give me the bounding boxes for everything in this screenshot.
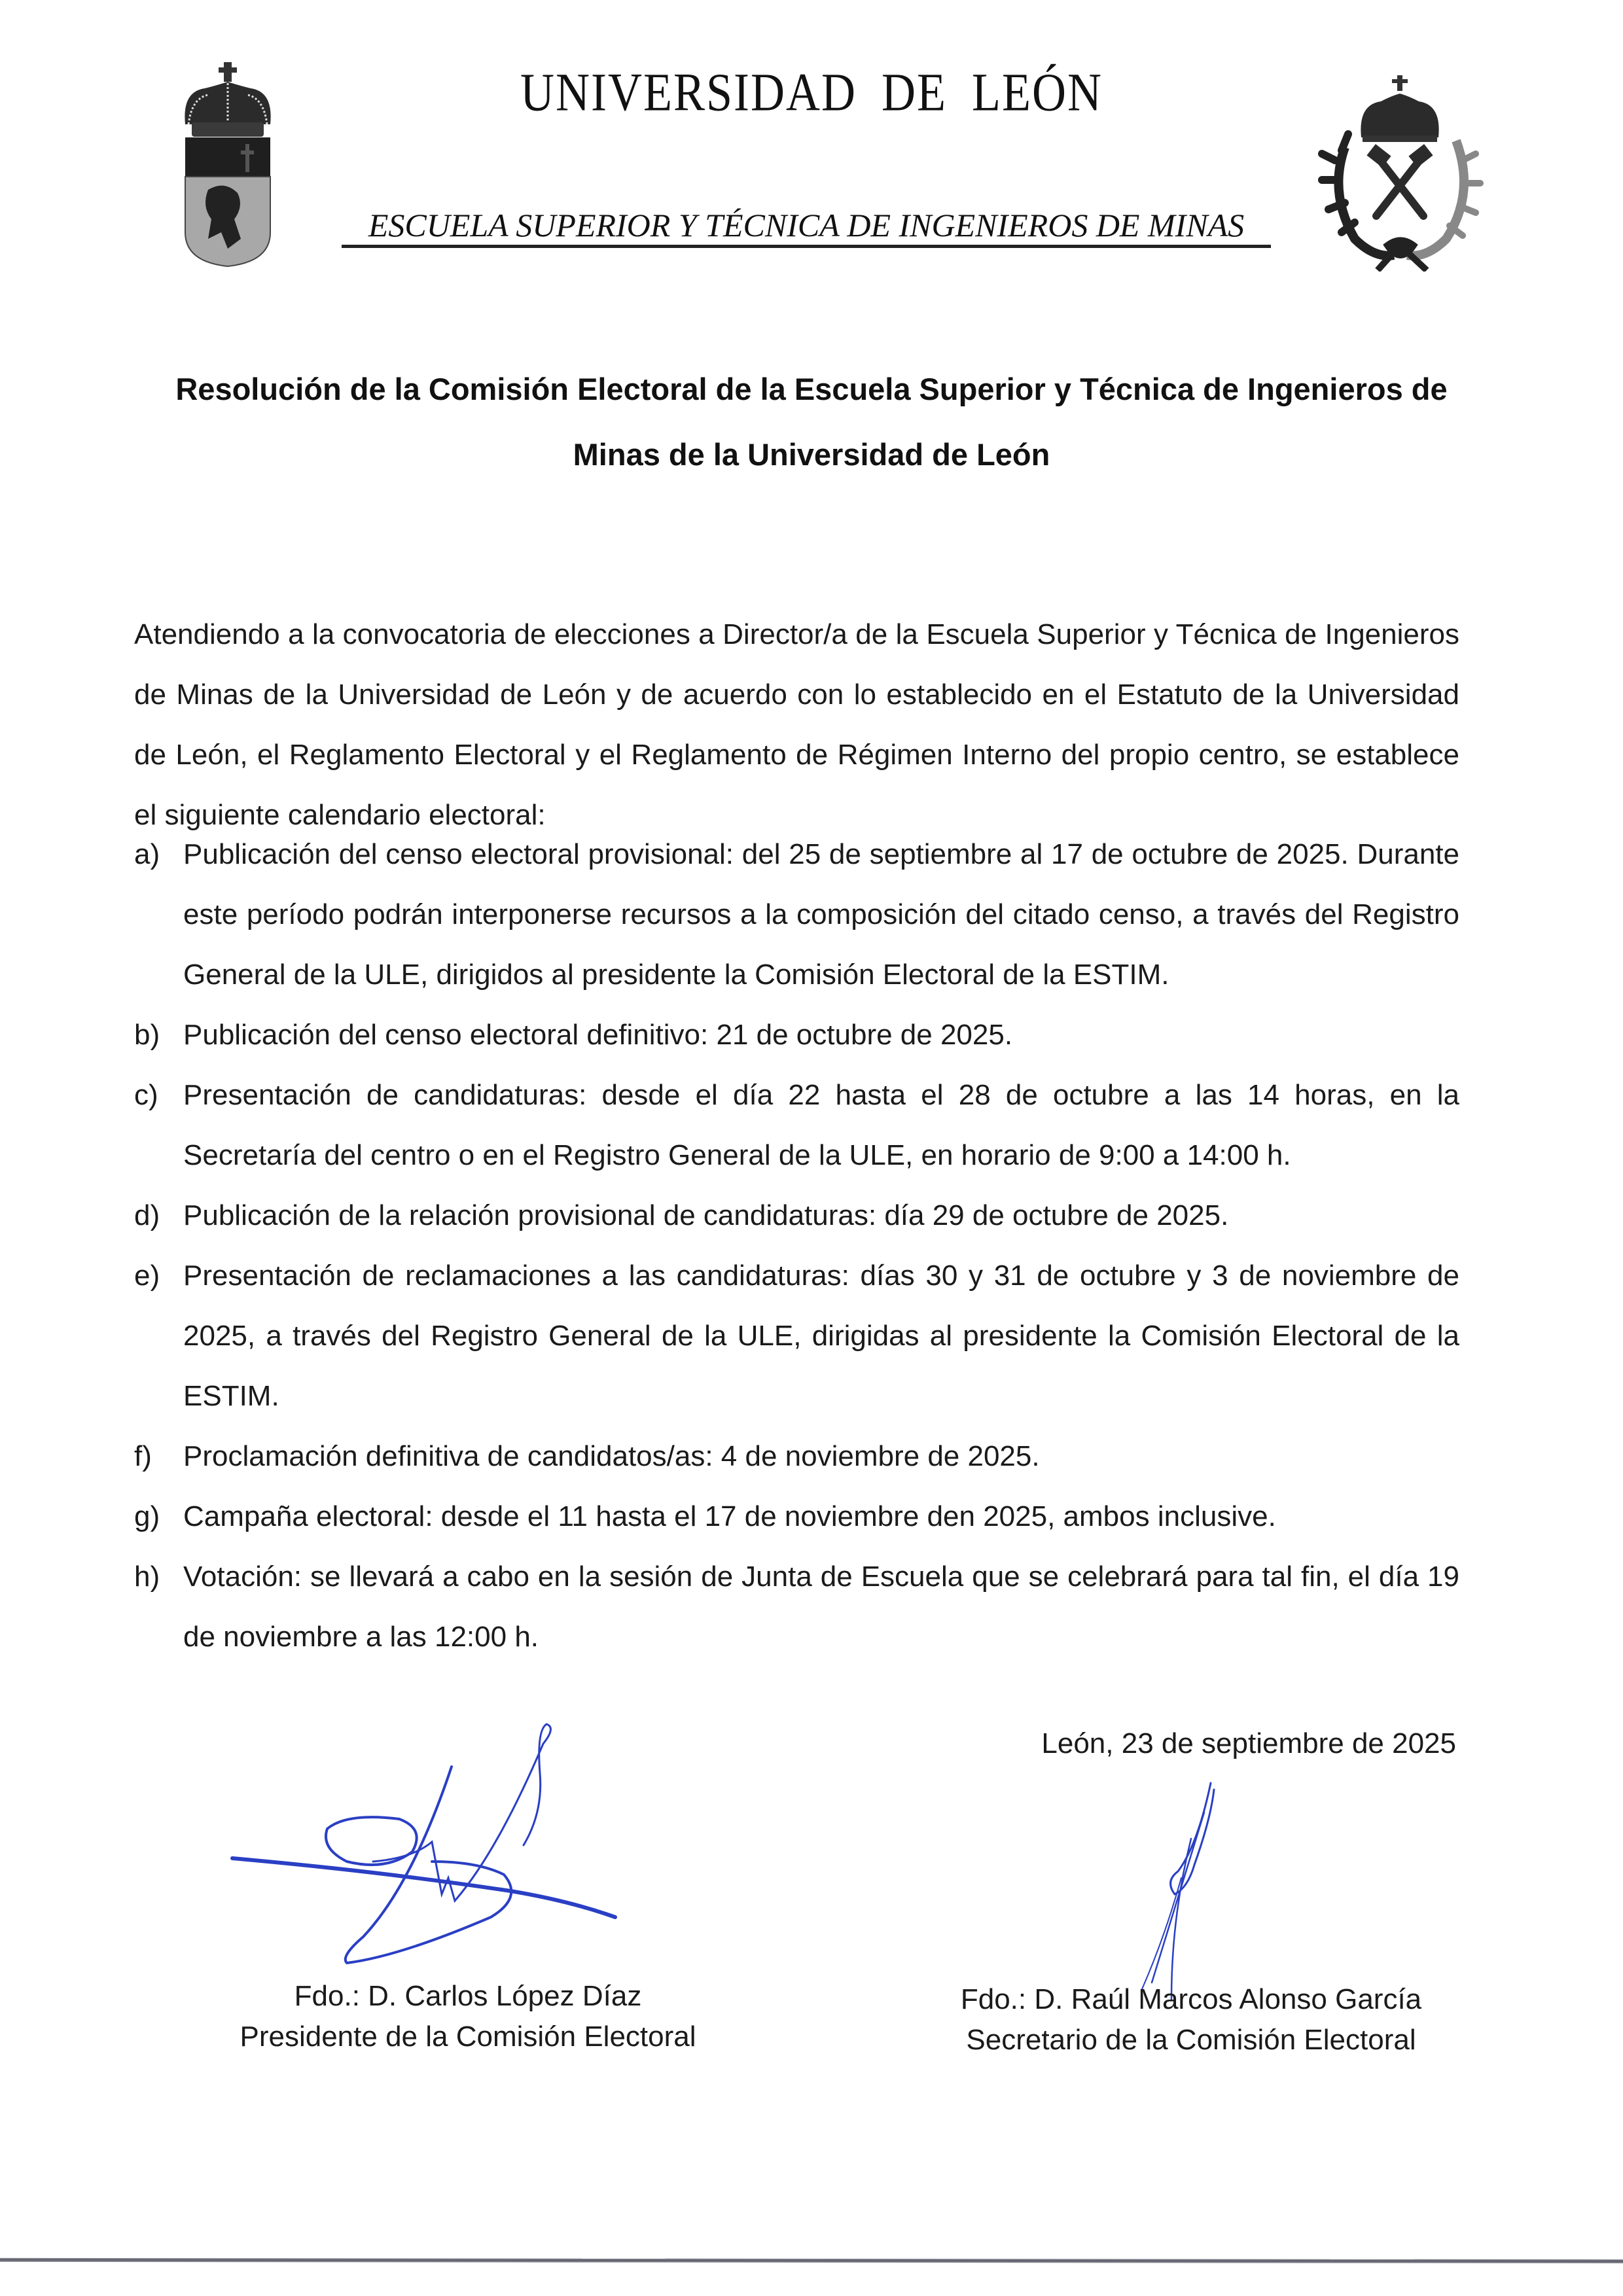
secretary-role: Secretario de la Comisión Electoral <box>966 2024 1416 2056</box>
president-role: Presidente de la Comisión Electoral <box>240 2021 696 2053</box>
list-marker: d) <box>134 1199 160 1231</box>
calendar-item-text: Campaña electoral: desde el 11 hasta el 17 de noviembre den 2025, ambos inclusive. <box>183 1500 1276 1532</box>
calendar-item-h <box>134 1547 1459 1667</box>
calendar-item-e <box>134 1246 1459 1426</box>
list-marker: b) <box>134 1019 160 1051</box>
intro-paragraph: Atendiendo a la convocatoria de elecciones a Director/a de la Escuela Superior y Técnica de Ingenieros de Minas de la Universidad de León y de acuerdo con lo establecido en el Estatuto de la Universidad de León, el Reglamento Electoral y el Reglamento de Régimen Interno del propio centro, se establece el siguiente calendario electoral: <box>134 618 1459 831</box>
list-marker: a) <box>134 838 160 870</box>
list-marker: g) <box>134 1500 160 1532</box>
president-signature-icon <box>216 1721 740 1996</box>
mining-crest-icon <box>1315 75 1486 272</box>
calendar-item-g <box>134 1487 1459 1547</box>
secretary-signer-block <box>864 1979 1518 2060</box>
resolution-title-line-2: Minas de la Universidad de León <box>573 437 1050 472</box>
secretary-signature-icon <box>1080 1767 1289 2009</box>
list-marker: f) <box>134 1440 152 1472</box>
calendar-item-text: Publicación del censo electoral definitivo: 21 de octubre de 2025. <box>183 1019 1013 1051</box>
list-marker: c) <box>134 1079 158 1111</box>
university-title: UNIVERSIDAD DE LEÓN <box>520 62 1103 122</box>
calendar-item-a <box>134 824 1459 1005</box>
secretary-name: Fdo.: D. Raúl Marcos Alonso García <box>960 1983 1422 2015</box>
calendar-item-text: Publicación del censo electoral provisional: del 25 de septiembre al 17 de octubre de 2025. Durante este período podrán interponerse recursos a la composición del citado censo, a través del Registro General de la ULE, dirigidos al presidente la Comisión Electoral de la ESTIM. <box>183 838 1459 991</box>
resolution-title-line-1: Resolución de la Comisión Electoral de la Escuela Superior y Técnica de Ingenieros de <box>175 372 1448 406</box>
list-marker: h) <box>134 1561 160 1593</box>
calendar-item-b <box>134 1005 1459 1065</box>
calendar-item-c <box>134 1065 1459 1186</box>
calendar-item-text: Publicación de la relación provisional de candidaturas: día 29 de octubre de 2025. <box>183 1199 1229 1231</box>
school-title-underline <box>342 245 1271 248</box>
calendar-item-text: Presentación de reclamaciones a las candidaturas: días 30 y 31 de octubre y 3 de noviembre de 2025, a través del Registro General de la ULE, dirigidas al presidente la Comisión Electoral de la ESTIM. <box>183 1260 1459 1412</box>
president-name: Fdo.: D. Carlos López Díaz <box>294 1980 642 2012</box>
school-title: ESCUELA SUPERIOR Y TÉCNICA DE INGENIEROS DE MINAS <box>368 207 1245 243</box>
resolution-title <box>131 357 1492 487</box>
calendar-item-text: Presentación de candidaturas: desde el día 22 hasta el 28 de octubre a las 14 horas, en la Secretaría del centro o en el Registro General de la ULE, en horario de 9:00 a 14:00 h. <box>183 1079 1459 1171</box>
calendar-item-d <box>134 1186 1459 1246</box>
calendar-item-text: Votación: se llevará a cabo en la sesión de Junta de Escuela que se celebrará para tal fin, el día 19 de noviembre a las 12:00 h. <box>183 1561 1459 1653</box>
calendar-item-text: Proclamación definitiva de candidatos/as: 4 de noviembre de 2025. <box>183 1440 1040 1472</box>
place-and-date: León, 23 de septiembre de 2025 <box>1041 1727 1456 1759</box>
electoral-calendar-list <box>134 824 1459 1667</box>
list-marker: e) <box>134 1260 160 1292</box>
president-signer-block <box>196 1976 740 2057</box>
scan-bottom-edge-line <box>0 2258 1623 2263</box>
calendar-item-f <box>134 1426 1459 1487</box>
